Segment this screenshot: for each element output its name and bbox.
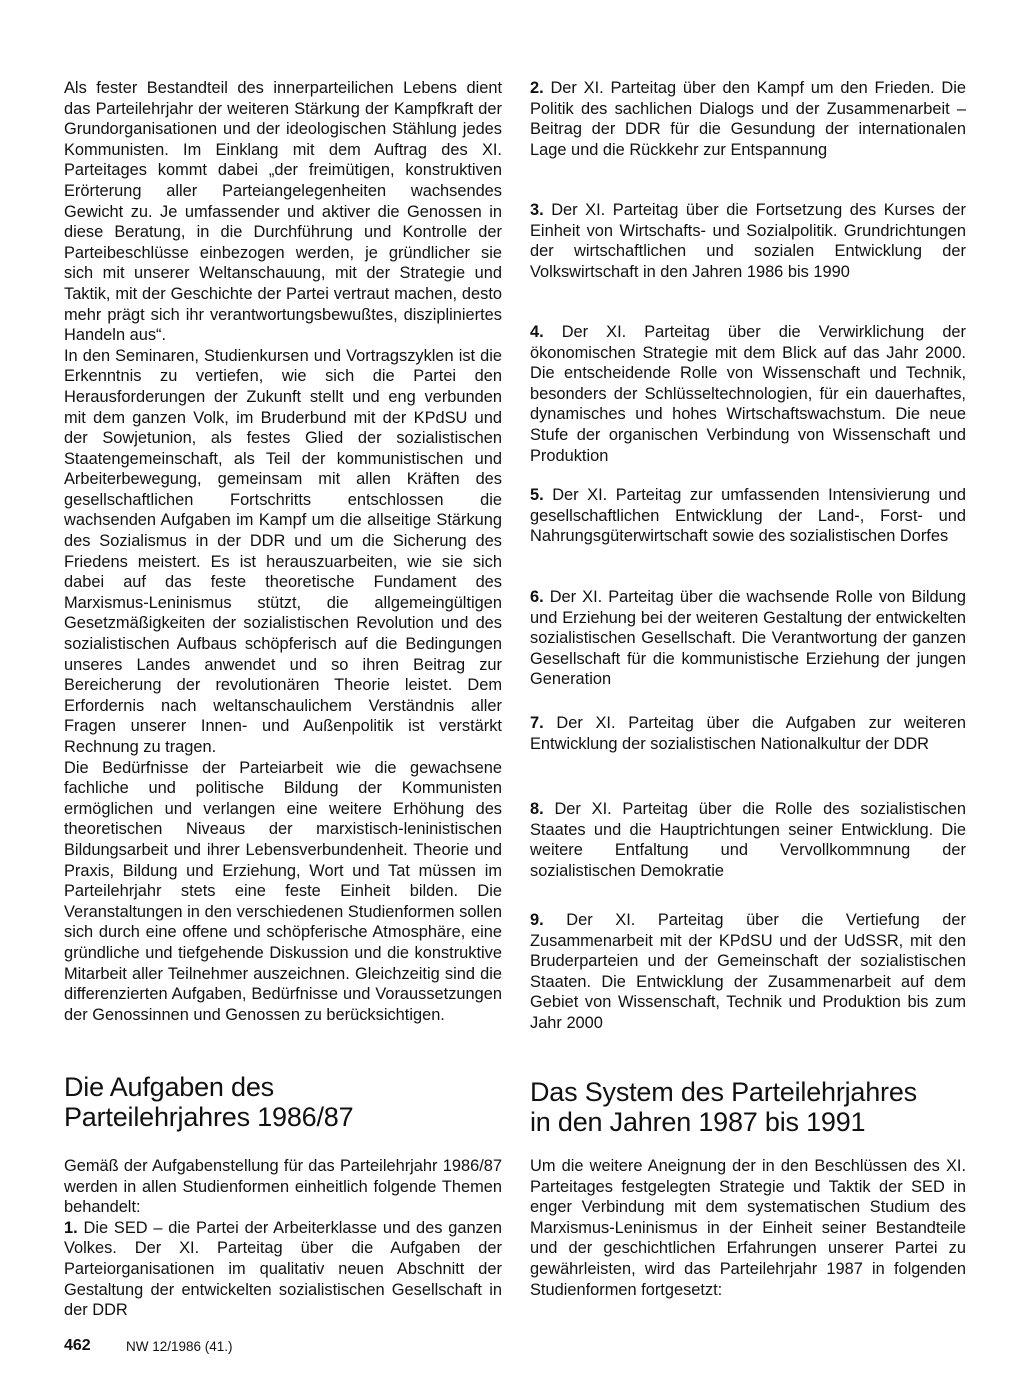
topic-block: [530, 587, 966, 690]
paragraph: Die Bedürfnisse der Parteiarbeit wie die gewachsene fachliche und politische Bildung der Kommunisten ermöglichen und verlangen eine weitere Erhöhung des theoretischen Niveaus der marxistisch-leninistischen Bildungsarbeit und ihrer Lebensverbundenheit. Theorie und Praxis, Bildung und Erziehung, Wort und Tat müssen im Parteilehrjahr stets eine feste Einheit bilden. Die Veranstaltungen in den verschiedenen Studienformen sollen sich durch eine offene und schöpferische Atmosphäre, eine gründliche und tiefgehende Diskussion und die konstruktive Mitarbeit aller Teilnehmer auszeichnen. Gleichzeitig sind die differenzierten Aufgaben, Bedürfnisse und Voraussetzungen der Genossinnen und Genossen zu berücksichtigen.: [64, 758, 502, 1024]
topic-block: [530, 200, 966, 282]
paragraph: In den Seminaren, Studienkursen und Vortragszyklen ist die Erkenntnis zu vertiefen, wie sich die Partei den Herausforderungen der Zukunft stellt und eng verbunden mit dem ganzen Volk, im Bruderbund mit der KPdSU und der Sowjetunion, als festes Glied der sozialistischen Staatengemeinschaft, als Teil der kommunistischen und Arbeiterbewegung, gemeinsam mit allen Kräften des gesellschaftlichen Fortschritts entschlossen die wachsenden Aufgaben im Kampf um die allseitige Stärkung des Sozialismus in der DDR und um die Sicherung des Friedens meistert. Es ist herauszuarbeiten, wie sie sich dabei auf das feste theoretische Fundament des Marxismus-Leninismus stützt, die allgemeingültigen Gesetzmäßigkeiten der sozialistischen Revolution und des sozialistischen Aufbaus schöpferisch auf die Bedingungen unseres Landes anwendet und so ihren Beitrag zur Bereicherung der revolutionären Theorie leistet. Dem Erfordernis nach weltanschaulichem Verständnis aller Fragen unserer Innen- und Außenpolitik ist verstärkt Rechnung zu tragen.: [64, 346, 502, 756]
paragraph: Als fester Bestandteil des innerparteilichen Lebens dient das Parteilehrjahr der weiteren Stärkung der Kampfkraft der Grundorganisationen und der ideologischen Stählung jedes Kommunisten. Im Einklang mit dem Auftrag des XI. Parteitages kommt dabei „der freimütigen, konstruktiven Erörterung aller Parteiangelegenheiten wachsendes Gewicht zu. Je umfassender und aktiver die Genossen in diese Beratung, in die Durchführung und Kontrolle der Parteibeschlüsse einbezogen werden, je gründlicher sie sich mit unserer Weltanschauung, mit der Strategie und Taktik, mit der Geschichte der Partei vertraut machen, desto mehr prägt sich ihr verantwortungsbewußtes, diszipliniertes Handeln aus“.: [64, 79, 502, 345]
topic-item: [530, 200, 966, 282]
section-heading-line: Das System des Parteilehrjahres: [530, 1077, 917, 1107]
topic-number: 5.: [530, 486, 544, 504]
section-intro: Gemäß der Aufgabenstellung für das Parteilehrjahr 1986/87 werden in allen Studienformen einheitlich folgende Themen behandelt:: [64, 1157, 502, 1217]
section-heading-line: Parteilehrjahres 1986/87: [64, 1102, 354, 1132]
topic-text: Der XI. Parteitag zur umfassenden Intensivierung und gesellschaftlichen Entwicklung der Land-, Forst- und Nahrungsgüterwirtschaft sowie des sozialistischen Dorfes: [530, 486, 966, 546]
topic-item: [530, 713, 966, 754]
topic-number: 8.: [530, 800, 544, 818]
topic-number: 6.: [530, 588, 544, 606]
section-text: Um die weitere Aneignung der in den Beschlüssen des XI. Parteitages festgelegten Strategie und Taktik der SED in enger Verbindung mit dem systematischen Studium des Marxismus-Leninismus in der Einheit seiner Bestandteile und der geschichtlichen Erfahrungen unserer Partei zu gewährleisten, wird das Parteilehrjahr 1987 in folgenden Studienformen fortgesetzt:: [530, 1157, 966, 1299]
topic-item: [530, 78, 966, 160]
topic-block: [530, 322, 966, 466]
topic-text: Der XI. Parteitag über die Aufgaben zur weiteren Entwicklung der sozialistischen Nationalkultur der DDR: [530, 714, 966, 753]
topic-number: 9.: [530, 911, 544, 929]
topic-number: 7.: [530, 714, 544, 732]
topic-text: Der XI. Parteitag über die Fortsetzung des Kurses der Einheit von Wirtschafts- und Sozialpolitik. Grundrichtungen der wirtschaftlichen und sozialen Entwicklung der Volkswirtschaft in den Jahren 1986 bis 1990: [530, 201, 966, 281]
topic-block: [530, 713, 966, 754]
topic-item: [530, 587, 966, 690]
topic-text: Der XI. Parteitag über den Kampf um den Frieden. Die Politik des sachlichen Dialogs und der Zusammenarbeit – Beitrag der DDR für die Gesundung der internationalen Lage und die Rückkehr zur Entspannung: [530, 79, 966, 159]
topic-block: [530, 910, 966, 1034]
left-body-text: [64, 78, 502, 1025]
topic-text: Der XI. Parteitag über die wachsende Rolle von Bildung und Erziehung bei der weiteren Gestaltung der entwickelten sozialistischen Gesellschaft. Die Verantwortung der ganzen Gesellschaft für die kommunistische Erziehung der jungen Generation: [530, 588, 966, 689]
topic-block: [530, 78, 966, 160]
topic-number: 4.: [530, 323, 544, 341]
topic-text: Der XI. Parteitag über die Verwirklichung der ökonomischen Strategie mit dem Blick auf das Jahr 2000. Die entscheidende Rolle von Wissenschaft und Technik, besonders der Schlüsseltechnologien, für ein dauerhaftes, dynamisches und hohes Wirtschaftswachstum. Die neue Stufe der organischen Verbindung von Wissenschaft und Produktion: [530, 323, 967, 465]
topic-text: Der XI. Parteitag über die Rolle des sozialistischen Staates und die Hauptrichtungen seiner Entwicklung. Die weitere Entfaltung und Vervollkommnung der sozialistischen Demokratie: [530, 800, 967, 880]
topic-item: [530, 485, 966, 547]
topic-number: 3.: [530, 201, 544, 219]
topic-text: Die SED – die Partei der Arbeiterklasse und des ganzen Volkes. Der XI. Parteitag über die Aufgaben der Parteiorganisationen im qualitativ neuen Abschnitt der Gestaltung der entwickelten sozialistischen Gesellschaft in der DDR: [64, 1218, 502, 1320]
page-number: 462: [64, 1337, 91, 1354]
topic-block: [530, 485, 966, 547]
section-heading-line: in den Jahren 1987 bis 1991: [530, 1107, 866, 1137]
right-section-heading: [530, 1077, 966, 1137]
topic-item: [530, 910, 966, 1034]
section-heading-line: Die Aufgaben des: [64, 1072, 274, 1102]
left-section-heading: [64, 1072, 502, 1132]
topic-item: [530, 322, 966, 466]
topic-item: [64, 1218, 502, 1321]
topic-item: [530, 799, 966, 881]
topic-block: [530, 799, 966, 881]
topic-number: 2.: [530, 79, 544, 97]
left-section-text: [64, 1156, 502, 1321]
issue-reference: NW 12/1986 (41.): [126, 1339, 233, 1354]
right-section-text: [530, 1156, 966, 1300]
topic-text: Der XI. Parteitag über die Vertiefung der Zusammenarbeit mit der KPdSU und der UdSSR, mit den Bruderparteien und der Gemeinschaft der sozialistischen Staaten. Die Entwicklung der Zusammenarbeit auf dem Gebiet von Wissenschaft, Technik und Produktion bis zum Jahr 2000: [530, 911, 966, 1032]
topic-number: 1.: [64, 1218, 78, 1237]
